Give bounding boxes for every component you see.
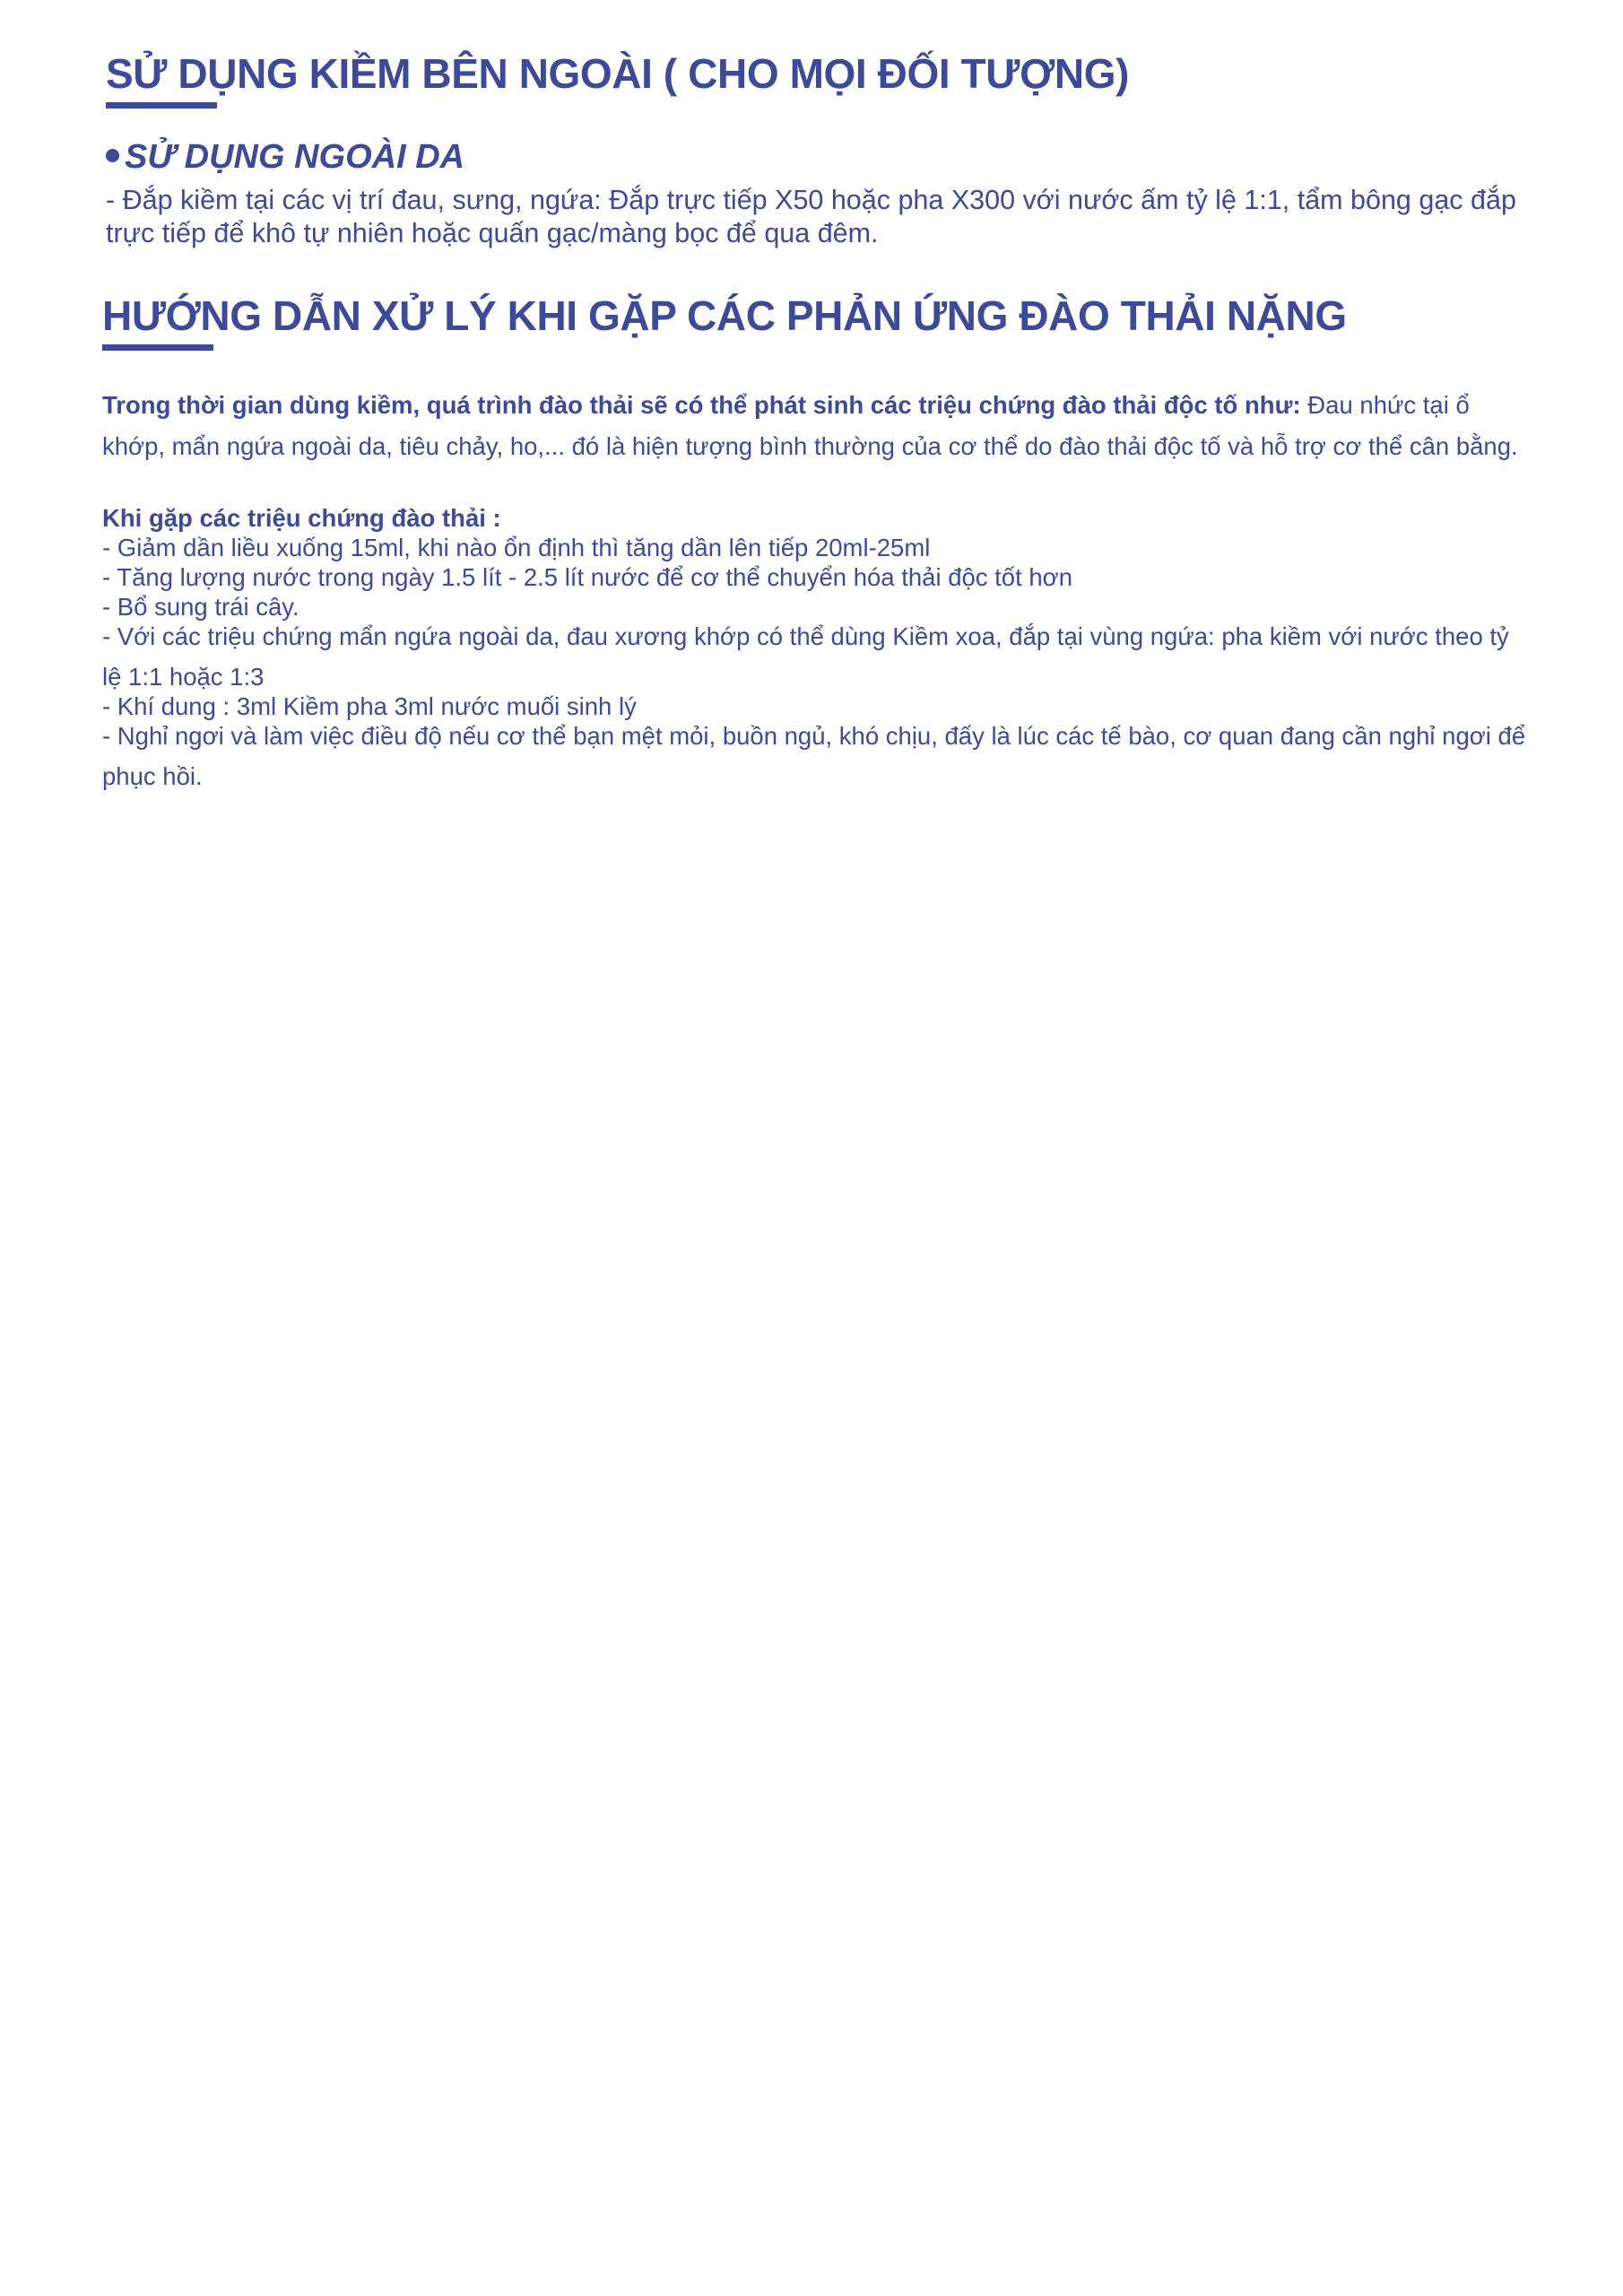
bullet-icon [106,149,119,162]
title-underline [102,344,213,351]
detox-intro-paragraph [102,385,1533,467]
detox-reaction-section [102,289,1533,791]
title-underline [106,102,217,109]
list-item: - Nghỉ ngơi và làm việc điều độ nếu cơ thể bạn mệt mỏi, buồn ngủ, khó chịu, đấy là lúc các tế bào, cơ quan đang cần nghỉ ngơi để phục hồi. [102,722,1526,790]
list-item: - Giảm dần liều xuống 15ml, khi nào ổn định thì tăng dần lên tiếp 20ml-25ml [102,534,931,561]
symptom-list-title: Khi gặp các triệu chứng đào thải : [102,504,501,532]
intro-bold-text: Trong thời gian dùng kiềm, quá trình đào thải sẽ có thể phát sinh các triệu chứng đào thải độc tố như: [102,391,1301,419]
section-title-detox-reactions: HƯỚNG DẪN XỬ LÝ KHI GẶP CÁC PHẢN ỨNG ĐÀO THẢI NẶNG [102,292,1347,339]
intro-text: Đau nhức tại ổ khớp, mẩn ngứa ngoài da, tiêu chảy, ho,... đó là hiện tượng bình thường của cơ thể do đào thải độc tố và hỗ trợ cơ thể cân bằng. [102,391,1518,460]
list-item: - Tăng lượng nước trong ngày 1.5 lít - 2.5 lít nước để cơ thể chuyển hóa thải độc tốt hơn [102,563,1073,591]
list-item: - Bổ sung trái cây. [102,593,299,621]
subheading-text: SỬ DỤNG NGOÀI DA [125,138,465,176]
external-use-section [106,47,1533,250]
list-item: - Khí dung : 3ml Kiềm pha 3ml nước muối sinh lý [102,692,637,720]
skin-use-instructions: - Đắp kiềm tại các vị trí đau, sưng, ngứa: Đắp trực tiếp X50 hoặc pha X300 với nước ấm tỷ lệ 1:1, tẩm bông gạc đắp trực tiếp để khô tự nhiên hoặc quấn gạc/màng bọc để qua đêm. [106,185,1516,248]
section-title-external-use: SỬ DỤNG KIỀM BÊN NGOÀI ( CHO MỌI ĐỐI TƯỢNG) [106,50,1130,97]
list-item: - Với các triệu chứng mẩn ngứa ngoài da, đau xương khớp có thể dùng Kiềm xoa, đắp tại vùng ngứa: pha kiềm với nước theo tỷ lệ 1:1 hoặc 1:3 [102,622,1509,691]
symptom-handling-list [102,533,1533,796]
skin-use-subheading [106,135,1533,178]
